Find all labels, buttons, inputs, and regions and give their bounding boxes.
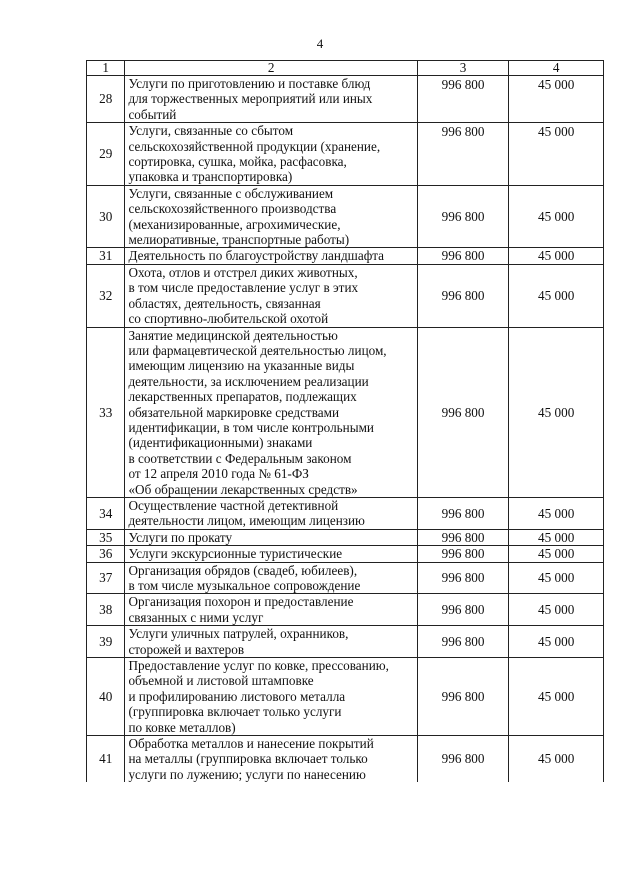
- row-value-4: 45 000: [509, 562, 604, 594]
- row-number: 30: [87, 185, 125, 248]
- row-number: 35: [87, 529, 125, 545]
- column-header-4: 4: [509, 61, 604, 76]
- row-description: Услуги, связанные с обслуживанием сельскохозяйственного производства (механизированные, агрохимические, мелиоративные, транспортные работы): [125, 185, 417, 248]
- column-header-2: 2: [125, 61, 417, 76]
- row-description: Услуги, связанные со сбытом сельскохозяйственной продукции (хранение, сортировка, сушка, мойка, расфасовка, упаковка и транспортировка): [125, 123, 417, 186]
- row-value-4: 45 000: [509, 736, 604, 783]
- rates-table: [86, 60, 604, 782]
- table-row: [87, 185, 604, 248]
- row-value-3: 996 800: [417, 185, 508, 248]
- row-value-4: 45 000: [509, 264, 604, 327]
- row-description: Занятие медицинской деятельностью или фармацевтической деятельностью лицом, имеющим лицензию на указанные виды деятельности, за исключением реализации лекарственных препаратов, подлежащих обязательной маркировке средствами идентификации, в том числе контрольными (идентификационными) знаками в соответствии с Федеральным законом от 12 апреля 2010 года № 61-ФЗ «Об обращении лекарственных средств»: [125, 327, 417, 497]
- row-description: Обработка металлов и нанесение покрытий на металлы (группировка включает только услуги по лужению; услуги по нанесению: [125, 736, 417, 783]
- row-value-4: 45 000: [509, 626, 604, 658]
- row-number: 28: [87, 76, 125, 123]
- row-value-3: 996 800: [417, 497, 508, 529]
- column-header-1: 1: [87, 61, 125, 76]
- row-value-3: 996 800: [417, 264, 508, 327]
- row-number: 32: [87, 264, 125, 327]
- table-row: [87, 736, 604, 783]
- row-description: Деятельность по благоустройству ландшафта: [125, 248, 417, 264]
- row-value-4: 45 000: [509, 185, 604, 248]
- table-row: [87, 327, 604, 497]
- row-value-3: 996 800: [417, 658, 508, 736]
- row-value-3: 996 800: [417, 123, 508, 186]
- row-value-3: 996 800: [417, 546, 508, 562]
- table-row: [87, 529, 604, 545]
- table-row: [87, 123, 604, 186]
- row-value-4: 45 000: [509, 76, 604, 123]
- row-number: 31: [87, 248, 125, 264]
- table-row: [87, 562, 604, 594]
- page-number: 4: [316, 36, 324, 51]
- row-value-3: 996 800: [417, 327, 508, 497]
- table-row: [87, 76, 604, 123]
- row-value-4: 45 000: [509, 546, 604, 562]
- row-number: 40: [87, 658, 125, 736]
- column-header-3: 3: [417, 61, 508, 76]
- row-value-3: 996 800: [417, 529, 508, 545]
- row-value-4: 45 000: [509, 497, 604, 529]
- row-number: 37: [87, 562, 125, 594]
- table-row: [87, 546, 604, 562]
- row-number: 33: [87, 327, 125, 497]
- table-header-row: [87, 61, 604, 76]
- row-value-3: 996 800: [417, 562, 508, 594]
- row-number: 41: [87, 736, 125, 783]
- row-value-4: 45 000: [509, 123, 604, 186]
- row-description: Услуги по приготовлению и поставке блюд для торжественных мероприятий или иных событий: [125, 76, 417, 123]
- row-description: Осуществление частной детективной деятельности лицом, имеющим лицензию: [125, 497, 417, 529]
- row-description: Услуги экскурсионные туристические: [125, 546, 417, 562]
- row-value-4: 45 000: [509, 658, 604, 736]
- row-description: Предоставление услуг по ковке, прессованию, объемной и листовой штамповке и профилированию листового металла (группировка включает только услуги по ковке металлов): [125, 658, 417, 736]
- row-description: Услуги уличных патрулей, охранников, сторожей и вахтеров: [125, 626, 417, 658]
- table-row: [87, 264, 604, 327]
- row-value-3: 996 800: [417, 736, 508, 783]
- table-row: [87, 594, 604, 626]
- row-value-3: 996 800: [417, 594, 508, 626]
- row-description: Организация обрядов (свадеб, юбилеев), в том числе музыкальное сопровождение: [125, 562, 417, 594]
- row-value-3: 996 800: [417, 76, 508, 123]
- table-row: [87, 626, 604, 658]
- row-description: Услуги по прокату: [125, 529, 417, 545]
- row-value-4: 45 000: [509, 327, 604, 497]
- row-number: 36: [87, 546, 125, 562]
- row-value-4: 45 000: [509, 248, 604, 264]
- table-row: [87, 248, 604, 264]
- row-value-3: 996 800: [417, 248, 508, 264]
- table-row: [87, 497, 604, 529]
- row-value-3: 996 800: [417, 626, 508, 658]
- row-number: 39: [87, 626, 125, 658]
- row-description: Организация похорон и предоставление связанных с ними услуг: [125, 594, 417, 626]
- row-number: 38: [87, 594, 125, 626]
- row-value-4: 45 000: [509, 529, 604, 545]
- row-description: Охота, отлов и отстрел диких животных, в том числе предоставление услуг в этих областях, деятельность, связанная со спортивно-любительской охотой: [125, 264, 417, 327]
- table-row: [87, 658, 604, 736]
- row-value-4: 45 000: [509, 594, 604, 626]
- row-number: 29: [87, 123, 125, 186]
- row-number: 34: [87, 497, 125, 529]
